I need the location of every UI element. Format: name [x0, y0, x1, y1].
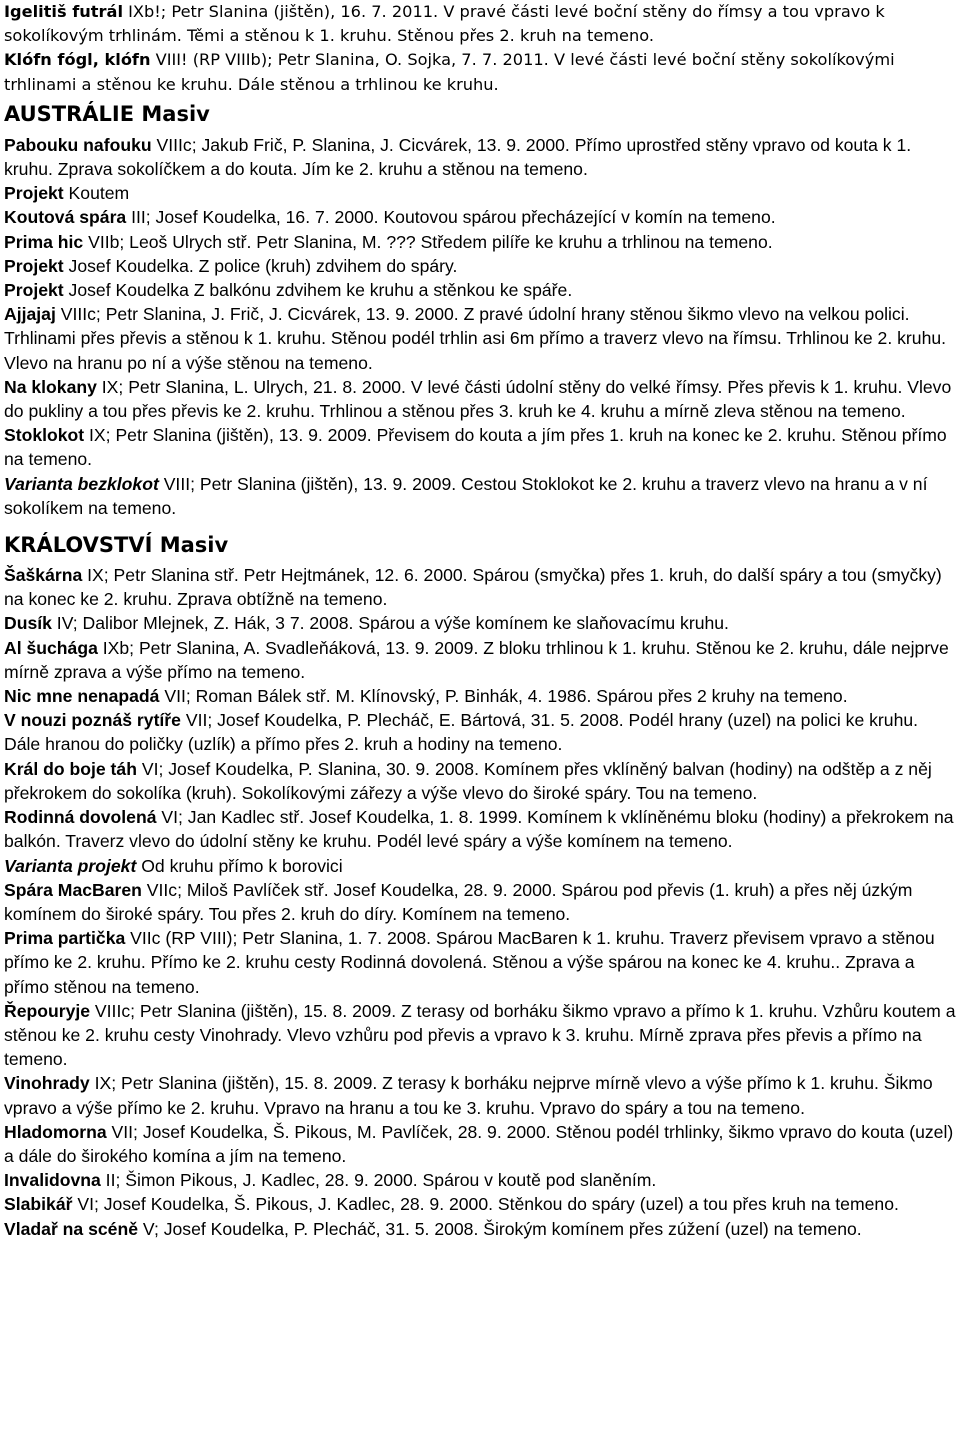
route-description: VIIc; Miloš Pavlíček stř. Josef Koudelka, 28. 9. 2000. Spárou pod převis (1. kruh) a přes něj úzkým komínem do široké spáry. Tou přes 2. kruh do díry. Komínem na temeno. [4, 879, 913, 924]
route-entry [4, 1120, 956, 1168]
route-description: VI; Josef Koudelka, Š. Pikous, J. Kadlec, 28. 9. 2000. Stěnkou do spáry (uzel) a tou přes kruh na temeno. [72, 1194, 899, 1215]
route-description: III; Josef Koudelka, 16. 7. 2000. Koutovou spárou přecházející v komín na temeno. [126, 207, 776, 228]
route-entry [4, 611, 956, 635]
route-entry [4, 563, 956, 611]
route-description: V; Josef Koudelka, P. Plecháč, 31. 5. 2008. Širokým komínem přes zúžení (uzel) na temeno. [137, 1218, 862, 1239]
route-name: V nouzi poznáš rytíře [4, 710, 181, 731]
section-heading-kralovstvi: KRÁLOVSTVÍ Masiv [4, 533, 229, 558]
section-kralovstvi-routes [4, 563, 956, 1241]
route-description: Koutem [63, 183, 130, 204]
route-description: IXb; Petr Slanina, A. Svadleňáková, 13. 9. 2009. Z bloku trhlinou k 1. kruhu. Stěnou ke 2. kruhu, dále nejprve mírně zprava a výše přímo na temeno. [4, 637, 949, 682]
route-description: VIIb; Leoš Ulrych stř. Petr Slanina, M. ??? Středem pilíře ke kruhu a trhlinou na temeno. [83, 231, 773, 252]
route-name: Slabikář [4, 1194, 73, 1215]
route-entry [4, 423, 956, 471]
route-name: Rodinná dovolená [4, 807, 157, 828]
route-name: Projekt [4, 183, 64, 204]
route-name: Projekt [4, 255, 64, 276]
route-description: IX; Petr Slanina (jištěn), 15. 8. 2009. Z terasy k borháku nejprve mírně vlevo a výše přímo k 1. kruhu. Šikmo vpravo a výše přímo ke 2. kruhu. Vpravo na hranu a tou ke 3. kruhu. Vpravo do spáry a tou na temeno. [4, 1073, 933, 1118]
route-description: Josef Koudelka Z balkónu zdvihem ke kruhu a stěnkou ke spáře. [63, 280, 573, 301]
route-description: VIIc (RP VIII); Petr Slanina, 1. 7. 2008. Spárou MacBaren k 1. kruhu. Traverz převisem vpravo a stěnou přímo ke 2. kruhu. Přímo ke 2. kruhu cesty Rodinná dovolená. Stěnou a výše spárou na konec ke 4. kruhu.. Zprava a přímo stěnou na temeno. [4, 928, 935, 997]
route-description: VIII; Petr Slanina (jištěn), 13. 9. 2009. Cestou Stoklokot ke 2. kruhu a traverz vlevo na hranu a v ní sokolíkem na temeno. [4, 473, 928, 518]
route-entry [4, 805, 956, 853]
route-entry [4, 1071, 956, 1119]
route-name: Varianta projekt [4, 855, 137, 876]
route-name: Ajjajaj [4, 304, 56, 325]
route-description: VI; Jan Kadlec stř. Josef Koudelka, 1. 8. 1999. Komínem k vklíněnému bloku (hodiny) a překrokem na balkón. Traverz vlevo do údolní stěny ke kruhu. Podél levé spáry a výše komínem na temeno. [4, 807, 954, 852]
route-description: IX; Petr Slanina stř. Petr Hejtmánek, 12. 6. 2000. Spárou (smyčka) přes 1. kruh, do další spáry a tou (smyčky) na konec ke 2. kruhu. Zprava obtížně na temeno. [4, 565, 942, 610]
route-entry [4, 302, 956, 375]
route-entry [4, 854, 956, 878]
route-name: Pabouku nafouku [4, 134, 152, 155]
route-name: Spára MacBaren [4, 879, 142, 900]
route-name: Projekt [4, 280, 64, 301]
route-name: Invalidovna [4, 1170, 101, 1191]
route-entry [4, 1217, 956, 1241]
route-description: IV; Dalibor Mlejnek, Z. Hák, 3 7. 2008. Spárou a výše komínem ke slaňovacímu kruhu. [51, 613, 729, 634]
route-entry [4, 757, 956, 805]
route-entry [4, 684, 956, 708]
route-name: Král do boje táh [4, 758, 137, 779]
route-name: Řepouryje [4, 1000, 91, 1021]
intro-block [4, 0, 956, 97]
route-name: Šaškárna [4, 565, 83, 586]
route-name: Prima hic [4, 231, 84, 252]
route-description: Od kruhu přímo k borovici [136, 855, 343, 876]
route-name: Al šuchága [4, 637, 98, 658]
route-name: Na klokany [4, 376, 97, 397]
route-description: VII; Josef Koudelka, Š. Pikous, M. Pavlíček, 28. 9. 2000. Stěnou podél trhlinky, šikmo vpravo do kouta (uzel) a dále do širokého komína a jím na temeno. [4, 1121, 954, 1166]
route-name: Hladomorna [4, 1121, 107, 1142]
route-description: IX; Petr Slanina, L. Ulrych, 21. 8. 2000. V levé části údolní stěny do velké římsy. Přes převis k 1. kruhu. Vlevo do pukliny a tou přes převis ke 2. kruhu. Trhlinou a stěnou přes 3. kruh ke 4. kruhu a mírně zleva stěnou na temeno. [4, 376, 952, 422]
route-entry [4, 254, 956, 278]
route-entry [4, 708, 956, 756]
route-entry [4, 999, 956, 1072]
route-name: Stoklokot [4, 425, 85, 446]
route-name: Nic mne nenapadá [4, 686, 160, 707]
route-description: Josef Koudelka. Z police (kruh) zdvihem do spáry. [63, 255, 458, 276]
route-entry [4, 133, 956, 181]
route-description: VIIIc; Jakub Frič, P. Slanina, J. Cicvárek, 13. 9. 2000. Přímo uprostřed stěny vpravo od kouta k 1. kruhu. Zprava sokolíčkem a do kouta. Jím ke 2. kruhu a stěnou na temeno. [4, 134, 912, 180]
route-description: VII; Josef Koudelka, P. Plecháč, E. Bártová, 31. 5. 2008. Podél hrany (uzel) na polici ke kruhu. Dále hranou do poličky (uzlík) a přímo přes 2. kruh a hodiny na temeno. [4, 710, 919, 755]
route-entry [4, 375, 956, 423]
route-entry [4, 205, 956, 229]
route-name: Vladař na scéně [4, 1218, 138, 1239]
route-name: Prima partička [4, 928, 126, 949]
route-entry [4, 0, 956, 48]
route-description: IX; Petr Slanina (jištěn), 13. 9. 2009. Převisem do kouta a jím přes 1. kruh na konec ke 2. kruhu. Stěnou přímo na temeno. [4, 425, 947, 470]
route-entry [4, 48, 956, 96]
route-entry [4, 278, 956, 302]
route-entry [4, 472, 956, 520]
route-name: Vinohrady [4, 1073, 90, 1094]
route-description: VIIIc; Petr Slanina (jištěn), 15. 8. 2009. Z terasy od borháku šikmo vpravo a přímo k 1. kruhu. Vzhůru koutem a stěnou ke 2. kruhu cesty Vinohrady. Vlevo vzhůru pod převis a vpravo k 3. kruhu. Mírně zprava přes převis a přímo na temeno. [4, 1000, 956, 1070]
section-australie-routes [4, 133, 956, 520]
route-entry [4, 636, 956, 684]
route-entry [4, 181, 956, 205]
route-entry [4, 1192, 956, 1216]
route-name: Klófn fógl, klófn [4, 50, 151, 70]
route-entry [4, 230, 956, 254]
route-name: Koutová spára [4, 207, 127, 228]
route-name: Varianta bezklokot [4, 473, 159, 494]
route-entry [4, 878, 956, 926]
route-description: VIII! (RP VIIIb); Petr Slanina, O. Sojka, 7. 7. 2011. V levé části levé boční stěny sokolíkovými trhlinami a stěnou ke kruhu. Dále stěnou a trhlinou ke kruhu. [4, 50, 895, 94]
route-description: VIIIc; Petr Slanina, J. Frič, J. Cicvárek, 13. 9. 2000. Z pravé údolní hrany stěnou šikmo vlevo na velkou polici. Trhlinami přes převis a stěnou k 1. kruhu. Stěnou podél trhlin asi 6m přímo a traverz vlevo na římsu. Trhlinou ke 2. kruhu. Vlevo na hranu po ní a výše stěnou na temeno. [4, 304, 947, 373]
route-name: Dusík [4, 613, 52, 634]
section-heading-australie: AUSTRÁLIE Masiv [4, 101, 210, 126]
route-description: II; Šimon Pikous, J. Kadlec, 28. 9. 2000. Spárou v koutě pod slaněním. [100, 1170, 657, 1191]
route-description: IXb!; Petr Slanina (jištěn), 16. 7. 2011. V pravé části levé boční stěny do římsy a tou vpravo k sokolíkovým trhlinám. Těmi a stěnou k 1. kruhu. Stěnou přes 2. kruh na temeno. [4, 2, 885, 46]
route-description: VI; Josef Koudelka, P. Slanina, 30. 9. 2008. Komínem přes vklíněný balvan (hodiny) na odštěp a z něj překrokem do sokolíka (kruh). Sokolíkovými zářezy a výše vlevo do široké spáry. Tou na temeno. [4, 758, 932, 803]
route-name: Igelitiš futrál [4, 2, 124, 21]
route-description: VII; Roman Bálek stř. M. Klínovský, P. Binhák, 4. 1986. Spárou přes 2 kruhy na temeno. [159, 686, 848, 707]
route-entry [4, 926, 956, 999]
route-entry [4, 1168, 956, 1192]
